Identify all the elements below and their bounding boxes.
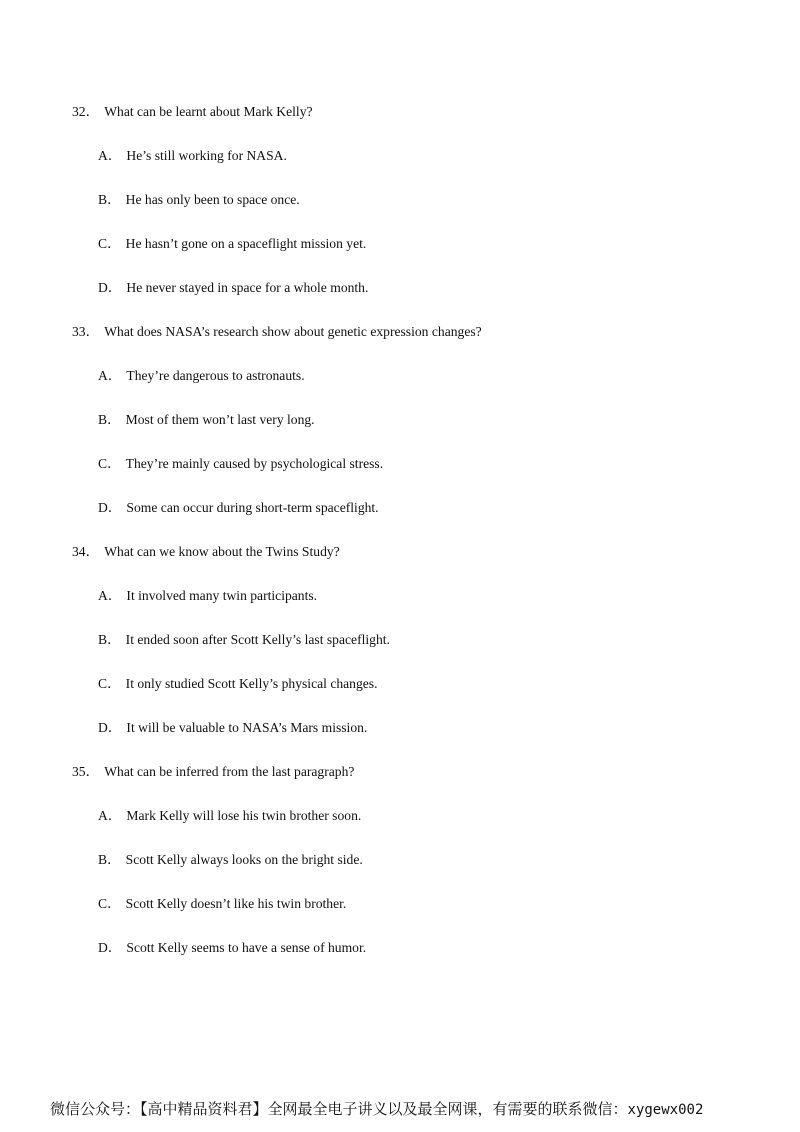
option-b (72, 627, 752, 671)
option-letter: D． (98, 720, 122, 735)
option-letter: C． (98, 236, 121, 251)
option-letter: D． (98, 280, 122, 295)
option-text: It ended soon after Scott Kelly’s last spaceflight. (125, 632, 390, 647)
option-b (72, 187, 752, 231)
question-list (72, 99, 752, 979)
option-d (72, 935, 752, 979)
option-letter: A． (98, 368, 122, 383)
question-stem (72, 99, 752, 143)
option-letter: D． (98, 940, 122, 955)
option-text: He’s still working for NASA. (126, 148, 287, 163)
option-letter: B． (98, 192, 121, 207)
option-letter: C． (98, 456, 121, 471)
option-text: Scott Kelly doesn’t like his twin brother. (125, 896, 347, 911)
option-text: Mark Kelly will lose his twin brother soon. (126, 808, 362, 823)
option-text: He hasn’t gone on a spaceflight mission yet. (125, 236, 367, 251)
option-text: It only studied Scott Kelly’s physical changes. (125, 676, 378, 691)
option-text: Scott Kelly seems to have a sense of humor. (126, 940, 367, 955)
option-letter: A． (98, 588, 122, 603)
wechat-id: xygewx002 (627, 1102, 704, 1118)
option-letter: C． (98, 896, 121, 911)
option-c (72, 671, 752, 715)
option-text: They’re mainly caused by psychological stress. (125, 456, 384, 471)
option-a (72, 803, 752, 847)
question-text: What does NASA’s research show about genetic expression changes? (104, 324, 482, 339)
question-number: 32． (72, 104, 100, 119)
option-text: It will be valuable to NASA’s Mars mission. (126, 720, 368, 735)
question-stem (72, 539, 752, 583)
question-text: What can we know about the Twins Study? (104, 544, 340, 559)
option-text: Most of them won’t last very long. (125, 412, 315, 427)
footer-text: 微信公众号：【高中精品资料君】全网最全电子讲义以及最全网课，有需要的联系微信： (50, 1100, 628, 1118)
question-32 (72, 99, 752, 319)
option-a (72, 143, 752, 187)
option-letter: B． (98, 632, 121, 647)
page-footer (50, 1096, 770, 1122)
option-c (72, 891, 752, 935)
question-number: 35． (72, 764, 100, 779)
question-number: 34． (72, 544, 100, 559)
question-text: What can be inferred from the last paragraph? (104, 764, 355, 779)
question-34 (72, 539, 752, 759)
option-d (72, 275, 752, 319)
option-c (72, 231, 752, 275)
question-stem (72, 319, 752, 363)
question-stem (72, 759, 752, 803)
option-b (72, 847, 752, 891)
option-text: It involved many twin participants. (126, 588, 318, 603)
question-number: 33． (72, 324, 100, 339)
option-d (72, 495, 752, 539)
option-b (72, 407, 752, 451)
option-letter: B． (98, 852, 121, 867)
option-letter: A． (98, 808, 122, 823)
option-a (72, 583, 752, 627)
option-letter: C． (98, 676, 121, 691)
question-35 (72, 759, 752, 979)
question-text: What can be learnt about Mark Kelly? (104, 104, 313, 119)
option-letter: B． (98, 412, 121, 427)
question-33 (72, 319, 752, 539)
option-text: He has only been to space once. (125, 192, 300, 207)
option-text: He never stayed in space for a whole month. (126, 280, 369, 295)
option-text: They’re dangerous to astronauts. (126, 368, 305, 383)
option-letter: D． (98, 500, 122, 515)
option-text: Some can occur during short-term spaceflight. (126, 500, 379, 515)
option-letter: A． (98, 148, 122, 163)
option-a (72, 363, 752, 407)
option-text: Scott Kelly always looks on the bright side. (125, 852, 363, 867)
option-d (72, 715, 752, 759)
option-c (72, 451, 752, 495)
